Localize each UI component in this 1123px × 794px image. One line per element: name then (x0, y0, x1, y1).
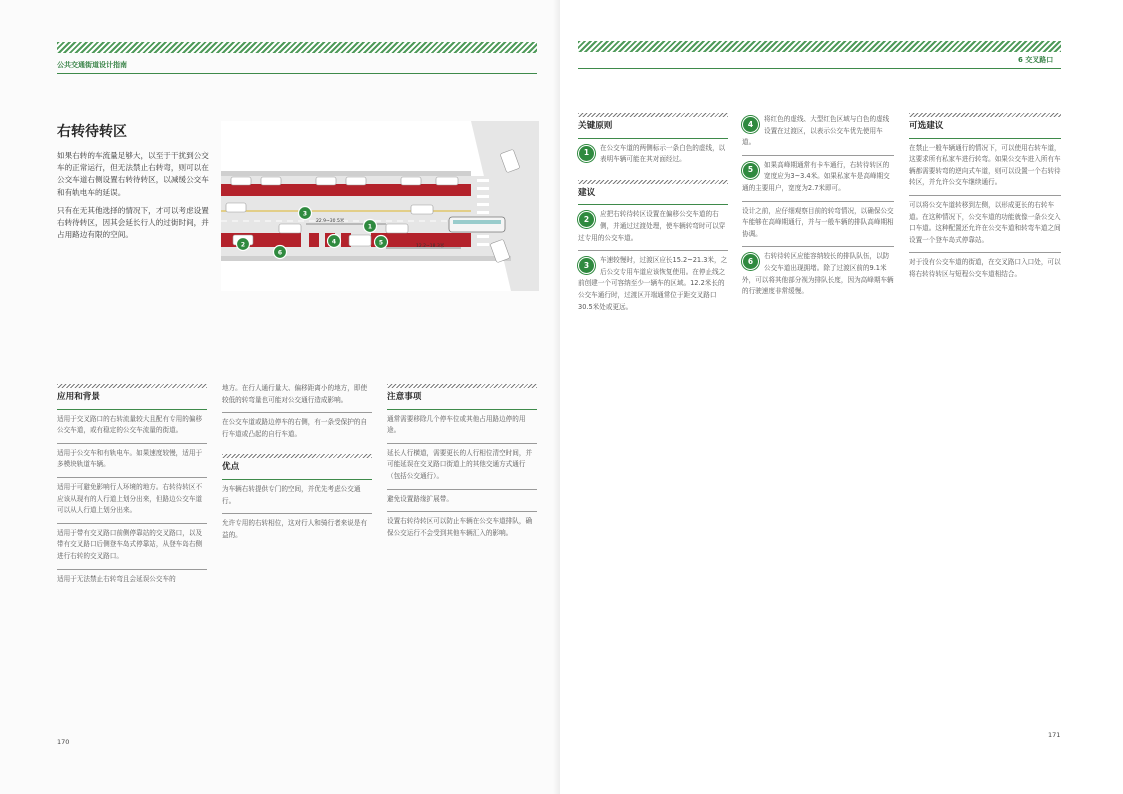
header-rule (57, 73, 537, 74)
number-badge: 1 (578, 145, 595, 162)
paragraph: 适用于公交车和有轨电车。如果速度较慢，适用于多模块轨道车辆。 (57, 443, 207, 477)
left-page (0, 0, 560, 794)
paragraph: 可以将公交车道转移到左侧，以形成更长的右转车道。在这种情况下，公交车道的功能就像一条公交入口车道。这种配置还允许在公交车道和转弯车道之间设置一个登车岛式停靠站。 (909, 195, 1061, 252)
svg-text:1: 1 (367, 223, 373, 231)
section-title: 注意事项 (387, 392, 422, 402)
svg-text:4: 4 (331, 238, 337, 246)
numbered-item (578, 250, 728, 319)
section-title: 应用和背景 (57, 392, 100, 402)
diagram-marker-3 (299, 207, 312, 220)
header-hatch-bar (578, 41, 1061, 52)
paragraph: 对于没有公交车道的街道，在交叉路口入口处，可以将右转待转区与短程公交车道相结合。 (909, 252, 1061, 286)
diagram-marker-6 (274, 246, 287, 259)
paragraph: 在禁止一般车辆通行的情况下，可以使用右转车道，这要求所有私家车进行转弯。如果公交车进入所有车辆都需要转弯的逆向式车道，则可以设置一个右转待转区，并允许公交车继续通行。 (909, 138, 1061, 195)
svg-text:6: 6 (277, 249, 283, 257)
dimension-label-pocket: 12.2~18.3米 (416, 244, 445, 249)
middle-column (222, 383, 372, 547)
diagram-marker-5 (375, 236, 388, 249)
paragraph: 适用于带有交叉路口前侧停靠站的交叉路口，以及带有交叉路口后侧登车岛式停靠站，从登车岛右侧进行右转的交叉路口。 (57, 523, 207, 569)
optional-section (909, 113, 1061, 287)
paragraph: 适用于无法禁止右转弯且会延误公交车的 (57, 569, 207, 592)
number-badge: 6 (742, 253, 759, 270)
item-text: 如果高峰期通常有卡车通行，右转待转区的宽度应为3~3.4米。如果私家车是高峰期交通的主要用户，宽度为2.7米即可。 (742, 160, 890, 192)
running-head: 公共交通街道设计指南 (57, 61, 127, 69)
section-title: 优点 (222, 462, 240, 473)
item-text: 在公交车道的两侧标示一条白色的虚线，以表明车辆可能在其对面经过。 (600, 143, 726, 164)
paragraph: 避免设置路缘扩展带。 (387, 489, 537, 512)
dimension-label-transition: 22.9~30.5米 (316, 219, 345, 224)
bus-icon (449, 217, 505, 232)
recommendations-continued (742, 114, 894, 304)
bus-lane-top (221, 184, 471, 196)
intro-paragraph: 如果右转的车流量足够大，以至于干扰到公交车的正常运行，但无法禁止右转弯，则可以在公交车道右侧设置右转待转区，以减缓公交车和有轨电车的延误。 (57, 151, 209, 197)
page-number: 170 (57, 738, 70, 746)
paragraph: 设计之前，应仔细观察目前的转弯情况，以确保公交车能够在高峰期通行，并与一般车辆的排队高峰期相协调。 (742, 201, 894, 247)
section-hatch (57, 384, 207, 388)
number-badge: 3 (578, 257, 595, 274)
section-hatch (909, 113, 1061, 117)
header-hatch-bar (57, 42, 537, 53)
item-text: 车速较慢时，过渡区应长15.2~21.3米，之后公交专用车道应该恢复使用。在停止线之前创建一个可容纳至少一辆车的区域。12.2米长的公交车通行时，过渡区开端通常位于距交叉路口30.5米处或更远。 (578, 256, 728, 311)
paragraph: 在公交车道或路边停车的右侧，有一条受保护的自行车道或凸起的自行车道。 (222, 412, 372, 446)
section-hatch (387, 384, 537, 388)
numbered-item (742, 246, 894, 303)
paragraph: 为车辆右转提供专门的空间，并优先考虑公交通行。 (222, 479, 372, 513)
page-number: 171 (1048, 731, 1061, 739)
running-head: 6 交叉路口 (1018, 56, 1054, 64)
numbered-item (742, 155, 894, 201)
svg-text:3: 3 (302, 210, 308, 218)
paragraph: 设置右转待转区可以防止车辆在公交车道排队，确保公交运行不会受到其他车辆汇入的影响。 (387, 511, 537, 545)
section-hatch (578, 180, 728, 184)
numbered-item (578, 138, 728, 172)
key-principle-section (578, 113, 728, 319)
intro-paragraph: 只有在无其他选择的情况下，才可以考虑设置右转待转区，因其会延长行人的过街时间，并占用路边有限的空间。 (57, 205, 209, 240)
number-badge: 4 (742, 116, 759, 133)
item-text: 右转待转区应能容纳较长的排队队伍，以防公交车道出现拥堵。除了过渡区前的9.1米外，可以将其他部分视为排队长度，因为高峰期车辆的行驶速度非常缓慢。 (742, 252, 894, 296)
svg-text:2: 2 (240, 241, 246, 249)
right-page (560, 0, 1123, 794)
item-text: 将红色的虚线、大型红色区域与白色的虚线设置在过渡区，以表示公交车优先使用车道。 (742, 115, 890, 147)
paragraph: 延长人行横道，需要更长的人行相位清空时间，并可能延误在交叉路口街道上的其他交通方式通行（包括公交通行）。 (387, 443, 537, 489)
section-title: 可选建议 (909, 121, 944, 131)
item-text: 应把右转待转区设置在偏移公交车道的右侧，并通过过渡处理，使车辆转弯时可以穿过专用的公交车道。 (578, 210, 726, 242)
paragraph: 适用于可避免影响行人环境的地方。右转待转区不应该从现有的人行道上划分出来，但路边公交车道可以从人行道上划分出来。 (57, 477, 207, 523)
diagram-marker-1 (364, 220, 377, 233)
section-title: 关键原则 (578, 121, 613, 131)
notes-section (387, 384, 537, 545)
section-title: 建议 (578, 187, 596, 198)
right-turn-pocket-diagram (221, 121, 539, 291)
applications-section (57, 384, 207, 591)
number-badge: 5 (742, 162, 759, 179)
paragraph: 通常需要移除几个停车位或其他占用路边停的用途。 (387, 409, 537, 443)
intro-text (57, 150, 209, 247)
numbered-item (742, 114, 894, 155)
diagram-marker-2 (237, 238, 250, 251)
diagram-marker-4 (328, 235, 341, 248)
number-badge: 2 (578, 211, 595, 228)
section-hatch (222, 454, 372, 458)
paragraph: 适用于交叉路口的右转流量较大且配有专用的偏移公交车道，或有稳定的公交车流量的街道。 (57, 409, 207, 443)
numbered-item (578, 204, 728, 250)
paragraph: 允许专用的右转相位，这对行人和骑行者来说是有益的。 (222, 513, 372, 547)
svg-text:5: 5 (378, 239, 384, 247)
page-title: 右转待转区 (57, 124, 127, 140)
header-rule (578, 68, 1061, 69)
section-hatch (578, 113, 728, 117)
paragraph: 地方。在行人通行量大、偏移距离小的地方，即使较低的转弯量也可能对公交通行造成影响。 (222, 384, 368, 404)
